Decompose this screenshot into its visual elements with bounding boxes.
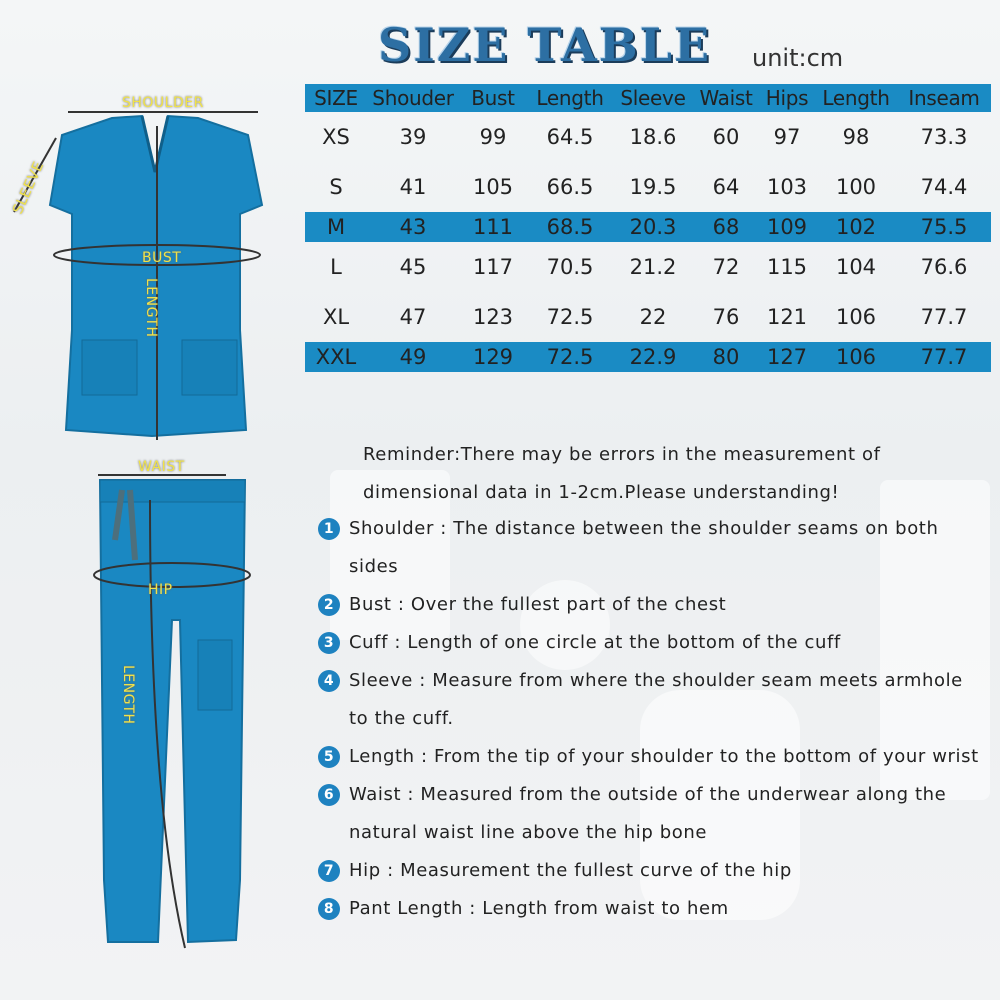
table-cell: 72.5 (546, 305, 594, 329)
table-cell: 103 (766, 175, 808, 199)
table-cell: 60 (712, 125, 740, 149)
note-text: Shoulder : The distance between the shoulder seams on both sides (349, 518, 939, 577)
table-cell: 111 (459, 212, 527, 242)
bust-label: BUST (142, 250, 182, 266)
note-text: Waist : Measured from the outside of the underwear along the natural waist line above the hip bone (349, 784, 947, 843)
table-cell: S (329, 175, 343, 199)
size-table (305, 84, 991, 372)
header-cell: Hips (765, 86, 809, 110)
note-text: Hip : Measurement the fullest curve of the hip (349, 860, 792, 881)
table-row-highlighted (305, 342, 991, 372)
header-cell: Length (822, 86, 890, 110)
table-cell: 97 (773, 125, 801, 149)
table-cell: 64.5 (546, 125, 594, 149)
shoulder-label: SHOULDER (122, 95, 204, 111)
garment-illustration (0, 0, 300, 1000)
note-item (318, 738, 988, 776)
header-cell: Shouder (372, 86, 454, 110)
table-cell: 117 (472, 255, 514, 279)
table-cell: 129 (459, 342, 527, 372)
pant-length-label: LENGTH (120, 665, 136, 725)
unit-label: unit:cm (752, 44, 844, 72)
table-cell: 100 (835, 175, 877, 199)
table-row (305, 112, 991, 162)
table-cell: 73.3 (920, 125, 968, 149)
sleeve-label: SLEEVE (10, 159, 48, 217)
note-text: Cuff : Length of one circle at the bottom of the cuff (349, 632, 841, 653)
table-cell: 77.7 (897, 342, 991, 372)
table-cell: 74.4 (920, 175, 968, 199)
table-cell: 80 (693, 342, 759, 372)
note-number-badge: 7 (318, 860, 340, 882)
table-cell: 76.6 (920, 255, 968, 279)
table-cell: 77.7 (920, 305, 968, 329)
table-cell: 45 (399, 255, 427, 279)
table-header-row (305, 84, 991, 112)
note-item (318, 662, 988, 738)
waist-label: WAIST (138, 459, 185, 475)
scrubs-drawing (0, 0, 300, 1000)
table-cell: 104 (835, 255, 877, 279)
table-cell: 20.3 (613, 212, 693, 242)
table-row (305, 292, 991, 342)
table-cell: 66.5 (546, 175, 594, 199)
note-text: Pant Length : Length from waist to hem (349, 898, 729, 919)
table-cell: 98 (842, 125, 870, 149)
hip-label: HIP (148, 582, 173, 598)
note-item (318, 776, 988, 852)
table-cell: 109 (759, 212, 815, 242)
note-number-badge: 2 (318, 594, 340, 616)
measurement-notes (318, 510, 988, 928)
table-cell: M (305, 212, 367, 242)
header-cell: Bust (471, 86, 515, 110)
table-cell: 106 (815, 342, 897, 372)
table-cell: XS (322, 125, 350, 149)
pants-cargo-pocket (198, 640, 232, 710)
table-row (305, 242, 991, 292)
header-cell: Inseam (908, 86, 980, 110)
table-cell: 105 (472, 175, 514, 199)
note-number-badge: 8 (318, 898, 340, 920)
header-cell: Waist (699, 86, 753, 110)
note-number-badge: 6 (318, 784, 340, 806)
table-cell: 75.5 (897, 212, 991, 242)
note-item (318, 586, 988, 624)
table-cell: 19.5 (629, 175, 677, 199)
table-cell: 70.5 (546, 255, 594, 279)
note-number-badge: 1 (318, 518, 340, 540)
table-cell: 68 (693, 212, 759, 242)
page-title: SIZE TABLE (378, 18, 712, 72)
table-cell: 68.5 (527, 212, 613, 242)
note-number-badge: 3 (318, 632, 340, 654)
header-cell: SIZE (314, 86, 358, 110)
table-cell: 21.2 (629, 255, 677, 279)
table-row-highlighted (305, 212, 991, 242)
table-cell: 76 (712, 305, 740, 329)
table-cell: L (330, 255, 342, 279)
table-cell: 121 (766, 305, 808, 329)
table-cell: 22.9 (613, 342, 693, 372)
table-cell: 41 (399, 175, 427, 199)
table-cell: 72 (712, 255, 740, 279)
table-row (305, 162, 991, 212)
scrub-top-left-pocket (82, 340, 137, 395)
table-cell: 127 (759, 342, 815, 372)
table-cell: XXL (305, 342, 367, 372)
note-number-badge: 5 (318, 746, 340, 768)
scrub-top-right-pocket (182, 340, 237, 395)
note-item (318, 890, 988, 928)
note-item (318, 624, 988, 662)
table-cell: 43 (367, 212, 459, 242)
table-cell: 115 (766, 255, 808, 279)
table-cell: 72.5 (527, 342, 613, 372)
table-cell: 123 (472, 305, 514, 329)
table-cell: 49 (367, 342, 459, 372)
note-item (318, 852, 988, 890)
reminder-text: Reminder:There may be errors in the measurement of dimensional data in 1-2cm.Please understanding! (363, 444, 881, 503)
note-text: Bust : Over the fullest part of the chest (349, 594, 727, 615)
table-cell: 102 (815, 212, 897, 242)
table-cell: 22 (639, 305, 667, 329)
table-cell: 99 (479, 125, 507, 149)
table-cell: 39 (399, 125, 427, 149)
note-text: Length : From the tip of your shoulder to the bottom of your wrist (349, 746, 979, 767)
note-text: Sleeve : Measure from where the shoulder seam meets armhole to the cuff. (349, 670, 963, 729)
note-number-badge: 4 (318, 670, 340, 692)
table-cell: 18.6 (629, 125, 677, 149)
table-cell: 47 (399, 305, 427, 329)
table-cell: 106 (835, 305, 877, 329)
note-item (318, 510, 988, 586)
top-length-label: LENGTH (143, 278, 159, 338)
table-cell: 64 (712, 175, 740, 199)
header-cell: Sleeve (620, 86, 686, 110)
table-cell: XL (322, 305, 350, 329)
header-cell: Length (536, 86, 604, 110)
